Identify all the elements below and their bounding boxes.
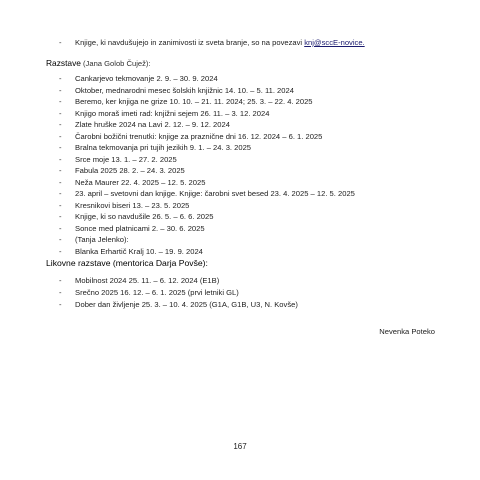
exhibition-item-text: Knjige, ki so navdušile 26. 5. – 6. 6. 2025: [75, 212, 214, 221]
list-item: [59, 109, 269, 119]
bullet-dash: -: [59, 288, 62, 297]
bullet-dash: -: [59, 223, 62, 233]
art-exhibitions-heading: Likovne razstave (mentorica Darja Povše):: [46, 258, 208, 268]
list-item: [59, 132, 322, 142]
bullet-dash: -: [59, 143, 62, 152]
list-item: [59, 86, 294, 96]
list-item: [59, 189, 355, 199]
top-item-text: Knjige, ki navdušujejo in zanimivosti iz sveta branje, so na povezavi: [75, 38, 305, 47]
list-item: [59, 224, 205, 234]
bullet-dash: -: [59, 177, 62, 187]
list-item: [59, 288, 239, 298]
exhibitions-heading-label: Razstave: [46, 58, 81, 68]
page-number: 167: [233, 442, 247, 451]
list-item: [59, 276, 219, 286]
bullet-dash: -: [59, 131, 62, 141]
list-item: [59, 143, 251, 153]
list-item: [59, 74, 218, 84]
exhibition-item-text: Srce moje 13. 1. – 27. 2. 2025: [75, 154, 177, 164]
bullet-dash: -: [59, 108, 62, 118]
exhibition-item-text: Blanka Erhartič Kralj 10. – 19. 9. 2024: [75, 246, 203, 256]
bullet-dash: -: [59, 212, 62, 221]
art-item-text: Mobilnost 2024 25. 11. – 6. 12. 2024 (E1B): [75, 276, 220, 285]
bullet-dash: -: [59, 85, 62, 95]
exhibitions-mentor: (Jana Golob Čujež):: [80, 59, 151, 68]
bullet-dash: -: [59, 300, 62, 309]
list-item: [59, 97, 313, 107]
exhibition-item-text: Cankarjevo tekmovanje 2. 9. – 30. 9. 2024: [75, 74, 218, 83]
exhibition-item-text: (Tanja Jelenko):: [75, 235, 129, 244]
list-item: [59, 38, 365, 48]
exhibition-item-text: Beremo, ker knjiga ne grize 10. 10. – 21. 11. 2024; 25. 3. – 22. 4. 2025: [75, 97, 313, 106]
exhibition-item-text: Zlate hruške 2024 na Lavi 2. 12. – 9. 12. 2024: [75, 120, 230, 129]
exhibition-item-text: Kresnikovi biseri 13. – 23. 5. 2025: [75, 200, 190, 210]
exhibition-item-text: Sonce med platnicami 2. – 30. 6. 2025: [75, 223, 205, 233]
exhibitions-heading: [46, 58, 151, 69]
bullet-dash: -: [59, 200, 62, 210]
novice-link[interactable]: knj@sccE-novice.: [304, 38, 365, 47]
bullet-dash: -: [59, 154, 62, 164]
bullet-dash: -: [59, 189, 62, 198]
bullet-dash: -: [59, 166, 62, 175]
bullet-dash: -: [59, 246, 62, 256]
bullet-dash: -: [59, 120, 62, 129]
list-item: [59, 247, 203, 257]
list-item: [59, 212, 213, 222]
bullet-dash: -: [59, 235, 62, 244]
list-item: [59, 155, 177, 165]
exhibition-item-text: Knjigo moraš imeti rad: knjižni sejem 26. 11. – 3. 12. 2024: [75, 108, 270, 118]
list-item: [59, 300, 298, 310]
exhibition-item-text: Bralna tekmovanja pri tujih jezikih 9. 1. – 24. 3. 2025: [75, 143, 252, 152]
list-item: [59, 235, 129, 245]
exhibition-item-text: Fabula 2025 28. 2. – 24. 3. 2025: [75, 166, 185, 175]
art-item-text: Srečno 2025 16. 12. – 6. 1. 2025 (prvi letniki GL): [75, 288, 239, 297]
signature: Nevenka Poteko: [379, 327, 435, 336]
list-item: [59, 201, 189, 211]
bullet-dash: -: [59, 38, 62, 47]
art-item-text: Dober dan življenje 25. 3. – 10. 4. 2025 (G1A, G1B, U3, N. Kovše): [75, 300, 298, 309]
bullet-dash: -: [59, 276, 62, 285]
list-item: [59, 166, 185, 176]
exhibition-item-text: Oktober, mednarodni mesec šolskih knjižnic 14. 10. – 5. 11. 2024: [75, 85, 294, 95]
exhibition-item-text: Neža Maurer 22. 4. 2025 – 12. 5. 2025: [75, 177, 206, 187]
exhibition-item-text: 23. april – svetovni dan knjige. Knjige: čarobni svet besed 23. 4. 2025 – 12. 5. 2025: [75, 189, 355, 198]
list-item: [59, 178, 205, 188]
list-item: [59, 120, 230, 130]
exhibition-item-text: Čarobni božični trenutki: knjige za praznične dni 16. 12. 2024 – 6. 1. 2025: [75, 131, 323, 141]
bullet-dash: -: [59, 97, 62, 106]
bullet-dash: -: [59, 74, 62, 83]
